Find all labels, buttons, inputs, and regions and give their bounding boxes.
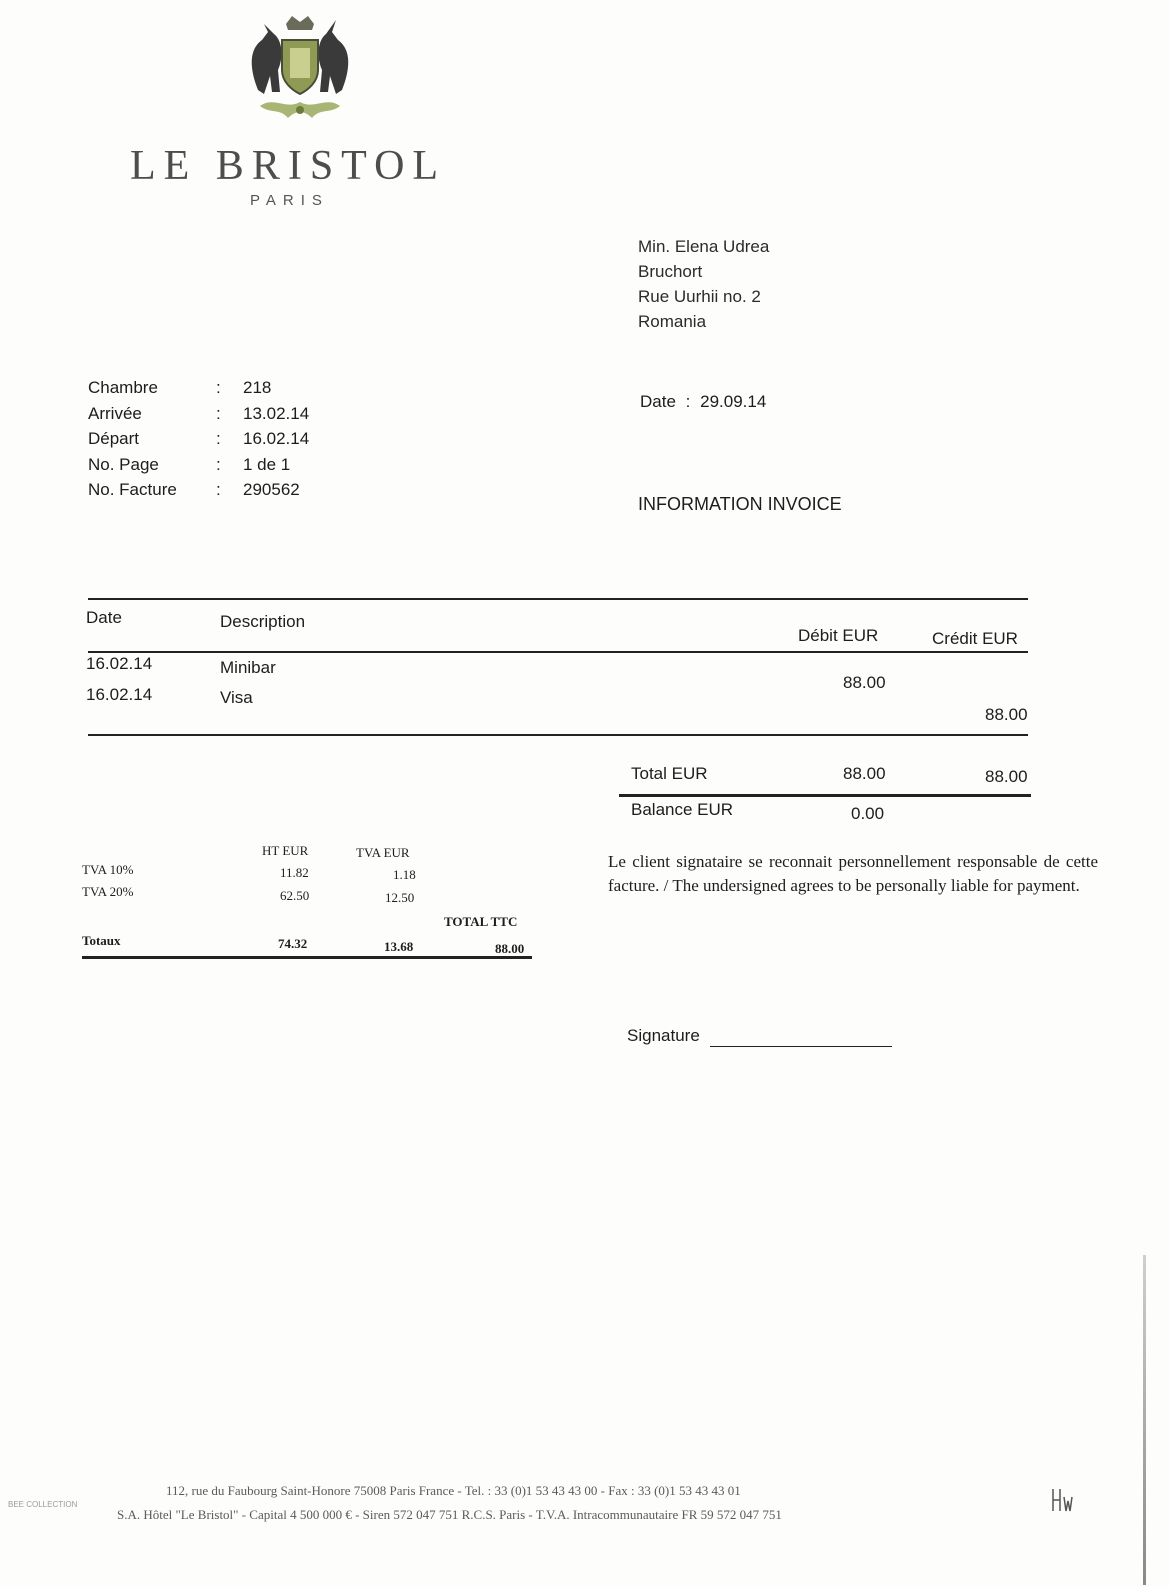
column-header-credit: Crédit EUR [932, 629, 1018, 648]
stay-row-page [88, 455, 309, 481]
table-top-rule [88, 598, 1028, 600]
footer-legal: S.A. Hôtel "Le Bristol" - Capital 4 500 000 € - Siren 572 047 751 R.C.S. Paris - T.V.A. Intracommunautaire FR 59 572 047 751 [117, 1507, 782, 1522]
tva-header-tva: TVA EUR [356, 845, 410, 860]
balance-value: 0.00 [851, 804, 885, 823]
address-line: Bruchort [638, 262, 703, 281]
row-debit: 88.00 [843, 673, 886, 692]
address-line: Rue Uurhii no. 2 [638, 287, 761, 306]
tva-totals-tva: 13.68 [384, 939, 414, 954]
date-separator: : [685, 392, 691, 411]
row-date: 16.02.14 [86, 654, 153, 673]
stay-value: 290562 [243, 480, 300, 499]
stay-label: No. Page [88, 454, 159, 474]
table-bottom-rule [88, 734, 1028, 736]
signature-line [710, 1046, 892, 1047]
stay-value: 16.02.14 [243, 429, 310, 448]
stay-label: Chambre [88, 378, 158, 397]
stay-value: 13.02.14 [243, 403, 310, 423]
date-label: Date [640, 392, 676, 411]
row-description: Visa [220, 688, 253, 707]
lhw-logo-icon [1050, 1487, 1074, 1515]
hotel-city: PARIS [250, 192, 329, 209]
stay-separator: : [216, 454, 221, 474]
stay-separator: : [216, 378, 221, 397]
recipient-address [638, 234, 769, 334]
stay-row-arrival [88, 404, 309, 430]
hotel-crest-logo [240, 10, 360, 130]
stay-row-room [88, 378, 309, 404]
tva-row-tva: 12.50 [385, 890, 415, 905]
tva-row-label: TVA 20% [82, 884, 134, 899]
hotel-name: LE BRISTOL [130, 143, 447, 189]
tva-totals-ttc: 88.00 [495, 941, 525, 956]
invoice-title: INFORMATION INVOICE [638, 494, 842, 514]
stay-separator: : [216, 429, 221, 448]
address-line: Romania [638, 312, 707, 331]
stay-separator: : [216, 480, 221, 499]
stay-label: No. Facture [88, 480, 177, 499]
footer-left-badge: BEE COLLECTION [8, 1500, 78, 1509]
stay-value: 1 de 1 [243, 454, 291, 474]
column-header-debit: Débit EUR [798, 626, 879, 645]
footer-address: 112, rue du Faubourg Saint-Honore 75008 Paris France - Tel. : 33 (0)1 53 43 43 00 - Fax : 33 (0)1 53 43 43 01 [166, 1483, 741, 1498]
stay-label: Départ [88, 429, 140, 448]
total-label: Total EUR [631, 764, 708, 783]
stay-value: 218 [243, 378, 272, 397]
stay-row-departure [88, 429, 309, 455]
row-date: 16.02.14 [86, 685, 153, 704]
balance-label: Balance EUR [631, 800, 734, 819]
totals-rule [619, 794, 1031, 797]
row-credit: 88.00 [985, 705, 1028, 724]
scan-edge-shadow [1143, 1255, 1146, 1585]
tva-row-label: TVA 10% [82, 862, 134, 877]
invoice-date [640, 392, 766, 412]
table-header-rule [88, 651, 1028, 653]
row-description: Minibar [220, 658, 276, 677]
column-header-date: Date [86, 608, 122, 627]
address-line: Min. Elena Udrea [638, 237, 770, 256]
signature-label: Signature [627, 1026, 700, 1045]
stay-details [88, 378, 309, 506]
tva-totals-label: Totaux [82, 933, 121, 948]
tva-row-ht: 62.50 [280, 888, 310, 903]
tva-header-ht: HT EUR [262, 843, 309, 858]
stay-row-invoice-number [88, 480, 309, 506]
stay-label: Arrivée [88, 403, 142, 423]
tva-row-tva: 1.18 [393, 867, 416, 882]
tva-totals-ht: 74.32 [278, 936, 308, 951]
total-debit: 88.00 [843, 764, 886, 783]
total-credit: 88.00 [985, 767, 1028, 786]
tva-bottom-rule [82, 956, 532, 959]
tva-header-ttc: TOTAL TTC [444, 914, 518, 929]
stay-separator: : [216, 403, 221, 423]
liability-clause: Le client signataire se reconnait personnellement responsable de cette facture. / The undersigned agrees to be personally liable for payment. [608, 852, 1098, 895]
tva-row-ht: 11.82 [280, 865, 309, 880]
column-header-description: Description [220, 612, 306, 631]
date-value: 29.09.14 [700, 392, 767, 411]
